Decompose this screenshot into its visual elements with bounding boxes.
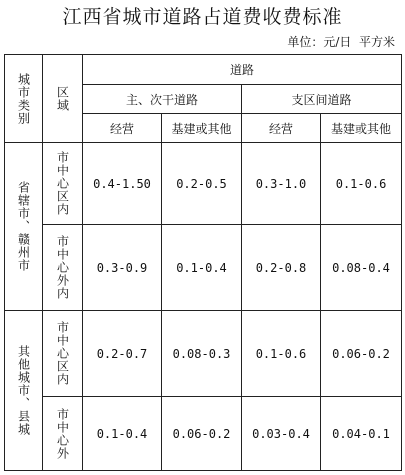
value-cell: 0.2-0.8 xyxy=(242,225,321,311)
table-row xyxy=(5,397,402,471)
header-main-road: 主、次干道路 xyxy=(83,85,242,114)
group-cell xyxy=(5,143,43,311)
header-roads: 道路 xyxy=(83,55,402,85)
area-cell xyxy=(43,143,83,225)
value-cell: 0.1-0.6 xyxy=(321,143,402,225)
header-branch-road: 支区间道路 xyxy=(242,85,402,114)
value-cell: 0.08-0.3 xyxy=(162,311,242,397)
unit-label: 单位：元/日 平方米 xyxy=(287,35,395,49)
table-row xyxy=(5,225,402,311)
value-cell: 0.1-0.4 xyxy=(162,225,242,311)
header-area-cell xyxy=(43,55,83,143)
area-cell xyxy=(43,397,83,471)
value-cell: 0.1-0.6 xyxy=(242,311,321,397)
group-name: 其他城市、县城 xyxy=(16,345,31,436)
value-cell: 0.04-0.1 xyxy=(321,397,402,471)
page-title: 江西省城市道路占道费收费标准 xyxy=(62,6,343,28)
value-cell: 0.03-0.4 xyxy=(242,397,321,471)
header-branch-construction: 基建或其他 xyxy=(321,114,402,143)
value-cell: 0.2-0.5 xyxy=(162,143,242,225)
value-cell: 0.06-0.2 xyxy=(162,397,242,471)
group-cell xyxy=(5,311,43,471)
table-row xyxy=(5,311,402,397)
value-cell: 0.08-0.4 xyxy=(321,225,402,311)
area-cell xyxy=(43,311,83,397)
value-cell: 0.3-0.9 xyxy=(83,225,162,311)
area-cell xyxy=(43,225,83,311)
value-cell: 0.06-0.2 xyxy=(321,311,402,397)
header-city-type-cell xyxy=(5,55,43,143)
value-cell: 0.2-0.7 xyxy=(83,311,162,397)
fee-table xyxy=(4,54,402,471)
header-area: 区域 xyxy=(55,85,70,112)
area-name: 市中心外 xyxy=(55,407,70,460)
group-name: 省辖市、赣州市 xyxy=(16,181,31,272)
area-name: 市中心区内 xyxy=(55,321,70,386)
header-city-type: 城市类别 xyxy=(16,72,31,125)
area-name: 市中心外内 xyxy=(55,235,70,300)
header-main-construction: 基建或其他 xyxy=(162,114,242,143)
header-branch-business: 经营 xyxy=(242,114,321,143)
value-cell: 0.4-1.50 xyxy=(83,143,162,225)
area-name: 市中心区内 xyxy=(55,151,70,216)
value-cell: 0.3-1.0 xyxy=(242,143,321,225)
header-main-business: 经营 xyxy=(83,114,162,143)
table-row xyxy=(5,143,402,225)
value-cell: 0.1-0.4 xyxy=(83,397,162,471)
